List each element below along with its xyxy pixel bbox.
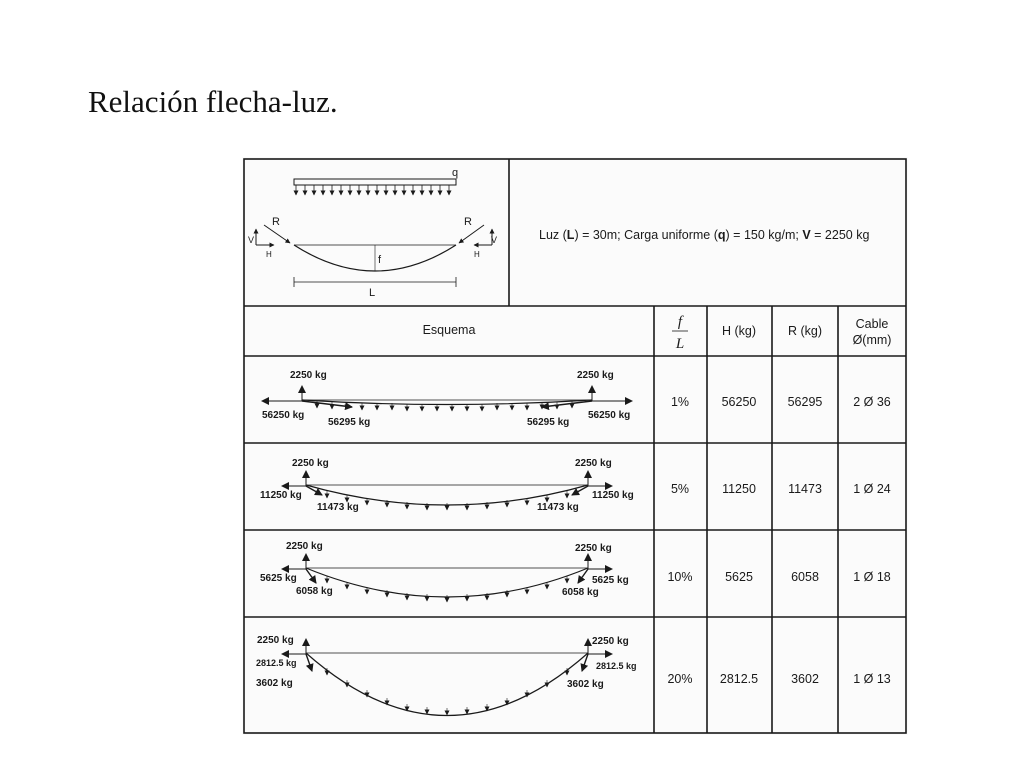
- header-cable-diagram: [248, 167, 497, 299]
- row-1-r-left: 56295 kg: [328, 417, 371, 428]
- uniform-load-bar: [294, 179, 456, 185]
- row-3-h: 5625: [725, 570, 753, 584]
- row-3-v-right: 2250 kg: [575, 543, 612, 554]
- row-4-r-left: 3602 kg: [256, 678, 293, 689]
- row-1-ratio: 1%: [670, 395, 690, 409]
- table-row: [260, 541, 891, 602]
- row-3-h-right: 5625 kg: [592, 575, 629, 586]
- row-2-h-right: 11250 kg: [592, 490, 634, 501]
- row-4-h: 2812.5: [719, 672, 759, 686]
- row-4-r: 3602: [791, 672, 819, 686]
- row-1-v-left: 2250 kg: [290, 370, 327, 381]
- row-1-v-right: 2250 kg: [577, 370, 614, 381]
- row-3-cable: 1 Ø 18: [853, 570, 891, 584]
- row-4-cable: 1 Ø 13: [853, 672, 891, 686]
- label-f: f: [378, 254, 382, 266]
- row-1-scheme: [262, 386, 632, 411]
- row-3-r: 6058: [791, 570, 819, 584]
- row-2-cable: 1 Ø 24: [853, 482, 891, 496]
- row-1-r-right: 56295 kg: [527, 417, 570, 428]
- label-r-right: R: [464, 216, 472, 228]
- label-v-left: V: [248, 235, 255, 245]
- header-description: Luz (L) = 30m; Carga uniforme (q) = 150 kg/m; V = 2250 kg: [539, 228, 870, 242]
- row-1-r: 56295: [787, 395, 823, 409]
- label-h-left: H: [266, 250, 272, 259]
- header-h: H (kg): [721, 324, 757, 338]
- row-4-h-right: 2812.5 kg: [596, 661, 637, 671]
- row-3-ratio: 10%: [667, 570, 693, 584]
- row-4-r-right: 3602 kg: [567, 679, 604, 690]
- row-2-r-right: 11473 kg: [537, 502, 579, 513]
- header-cable-line2: Ø(mm): [852, 333, 892, 347]
- header-ratio-denominator: L: [675, 336, 685, 352]
- label-q: q: [452, 167, 459, 179]
- row-1-h: 56250: [721, 395, 757, 409]
- label-h-right: H: [474, 250, 480, 259]
- header-cable-line1: Cable: [855, 317, 889, 331]
- table-figure-svg: [242, 157, 908, 735]
- label-l: L: [369, 287, 376, 299]
- row-3-v-left: 2250 kg: [286, 541, 323, 552]
- uniform-load-arrows: [296, 185, 449, 195]
- row-1-cable: 2 Ø 36: [853, 395, 891, 409]
- row-1-h-right: 56250 kg: [588, 410, 631, 421]
- row-3-h-left: 5625 kg: [260, 573, 297, 584]
- label-v-right: V: [491, 235, 498, 245]
- table-row: [256, 635, 891, 716]
- scanned-table-figure: [242, 157, 908, 735]
- table-row: [260, 458, 891, 513]
- row-2-v-right: 2250 kg: [575, 458, 612, 469]
- header-esquema: Esquema: [422, 323, 476, 337]
- row-2-v-left: 2250 kg: [292, 458, 329, 469]
- slide-title: Relación flecha-luz.: [88, 84, 338, 119]
- row-2-r: 11473: [788, 482, 822, 496]
- table-row: [262, 370, 891, 428]
- row-2-ratio: 5%: [670, 482, 690, 496]
- row-4-v-left: 2250 kg: [257, 635, 294, 646]
- row-2-h: 11250: [722, 482, 756, 496]
- row-3-r-left: 6058 kg: [296, 586, 333, 597]
- row-2-r-left: 11473 kg: [317, 502, 359, 513]
- row-4-ratio: 20%: [667, 672, 693, 686]
- row-4-scheme: [282, 639, 612, 716]
- row-3-r-right: 6058 kg: [562, 587, 599, 598]
- row-4-v-right: 2250 kg: [592, 636, 629, 647]
- row-1-h-left: 56250 kg: [262, 410, 305, 421]
- row-2-h-left: 11250 kg: [260, 490, 302, 501]
- row-4-h-left: 2812.5 kg: [256, 658, 297, 668]
- header-ratio-numerator: f: [677, 314, 683, 330]
- header-r: R (kg): [787, 324, 823, 338]
- label-r-left: R: [272, 216, 280, 228]
